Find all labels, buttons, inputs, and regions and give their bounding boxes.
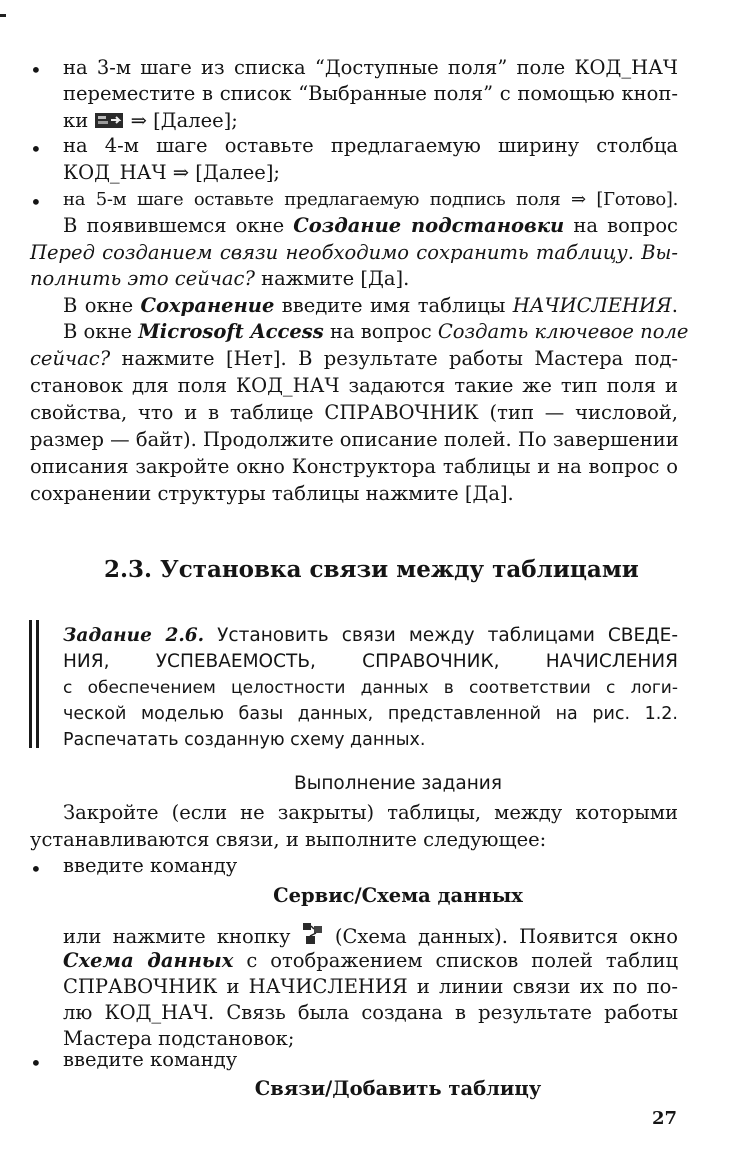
text-line: устанавливаются связи, и выполните следующее: <box>30 828 547 851</box>
text-span: ки <box>63 109 89 132</box>
bullet-marker: • <box>30 1051 42 1075</box>
text-line: СПРАВОЧНИК и НАЧИСЛЕНИЯ и линии связи их по по- <box>63 975 678 998</box>
text-span: Установить связи между таблицами СВЕДЕ- <box>204 625 678 646</box>
task-margin-rule <box>36 620 39 748</box>
text-line: НИЯ, УСПЕВАЕМОСТЬ, СПРАВОЧНИК, НАЧИСЛЕНИЯ <box>63 651 678 672</box>
task-margin-rule <box>29 620 32 748</box>
page-number: 27 <box>652 1108 678 1129</box>
text-line: Перед созданием связи необходимо сохранить таблицу. Вы- <box>30 241 678 264</box>
question-text: Создать ключевое поле <box>437 320 689 343</box>
text-line <box>63 948 678 974</box>
text-line: размер — байт). Продолжите описание полей. По завершении <box>30 428 679 451</box>
text-span: или нажмите кнопку <box>63 925 291 948</box>
bullet-marker: • <box>30 190 42 214</box>
table-name: НАЧИСЛЕНИЯ <box>512 294 672 317</box>
window-name: Microsoft Access <box>138 320 324 343</box>
text-line: на 3-м шаге из списка “Доступные поля” поле КОД_НАЧ <box>63 56 678 79</box>
window-name: Схема данных <box>63 949 234 972</box>
text-span: нажмите [Да]. <box>254 267 410 290</box>
text-line: становок для поля КОД_НАЧ задаются такие же тип поля и <box>30 374 678 397</box>
text-line <box>63 319 689 345</box>
text-line: ческой моделью базы данных, представленной на рис. 1.2. <box>63 704 678 724</box>
text-line: Распечатать созданную схему данных. <box>63 730 426 750</box>
text-span: нажмите [Нет]. В результате работы Мастера под- <box>110 347 678 370</box>
text-line: введите команду <box>63 1048 238 1071</box>
text-line: с обеспечением целостности данных в соответствии с логи- <box>63 678 678 698</box>
text-line <box>30 266 409 292</box>
text-line: переместите в список “Выбранные поля” с помощью кноп- <box>63 82 678 105</box>
text-line: описания закройте окно Конструктора таблицы и на вопрос о <box>30 455 678 478</box>
text-span: (Схема данных). Появится окно <box>334 925 679 948</box>
text-line: КОД_НАЧ ⇒ [Далее]; <box>63 161 280 184</box>
text-line: сохранении структуры таблицы нажмите [Да]. <box>30 482 514 505</box>
task-label: Задание 2.6. <box>63 625 205 646</box>
bullet-marker: • <box>30 137 42 161</box>
bullet-marker: • <box>30 58 42 82</box>
question-text: полнить это сейчас? <box>30 267 255 290</box>
command-line: Связи/Добавить таблицу <box>254 1077 542 1100</box>
text-span: В окне <box>63 320 139 343</box>
window-name: Создание подстановки <box>293 214 565 237</box>
text-span: В появившемся окне <box>63 214 294 237</box>
text-span: с отображением списков полей таблиц <box>233 949 678 972</box>
text-line <box>63 293 678 319</box>
text-span: введите имя таблицы <box>274 294 513 317</box>
text-line: на 4-м шаге оставьте предлагаемую ширину столбца <box>63 134 678 157</box>
text-line: введите команду <box>63 854 238 877</box>
bullet-marker: • <box>30 857 42 881</box>
text-span: ⇒ [Далее]; <box>130 109 238 132</box>
text-line: лю КОД_НАЧ. Связь была создана в результате работы <box>63 1001 678 1024</box>
text-span: на вопрос <box>564 214 678 237</box>
section-heading: 2.3. Установка связи между таблицами <box>104 556 639 583</box>
text-span: . <box>671 294 678 317</box>
text-line <box>63 213 678 239</box>
text-line: Мастера подстановок; <box>63 1027 295 1050</box>
window-name: Сохранение <box>140 294 275 317</box>
text-line: Закройте (если не закрыты) таблицы, между которыми <box>63 801 678 824</box>
subheading: Выполнение задания <box>294 773 502 794</box>
question-text: сейчас? <box>30 347 111 370</box>
text-line: на 5-м шаге оставьте предлагаемую подпись поля ⇒ [Готово]. <box>63 189 678 210</box>
command-line: Сервис/Схема данных <box>273 884 523 907</box>
text-span: В окне <box>63 294 141 317</box>
text-line <box>63 623 678 649</box>
scan-mark <box>0 14 6 17</box>
text-line: свойства, что и в таблице СПРАВОЧНИК (тип — числовой, <box>30 401 678 424</box>
text-line <box>30 346 678 372</box>
text-span: на вопрос <box>323 320 438 343</box>
